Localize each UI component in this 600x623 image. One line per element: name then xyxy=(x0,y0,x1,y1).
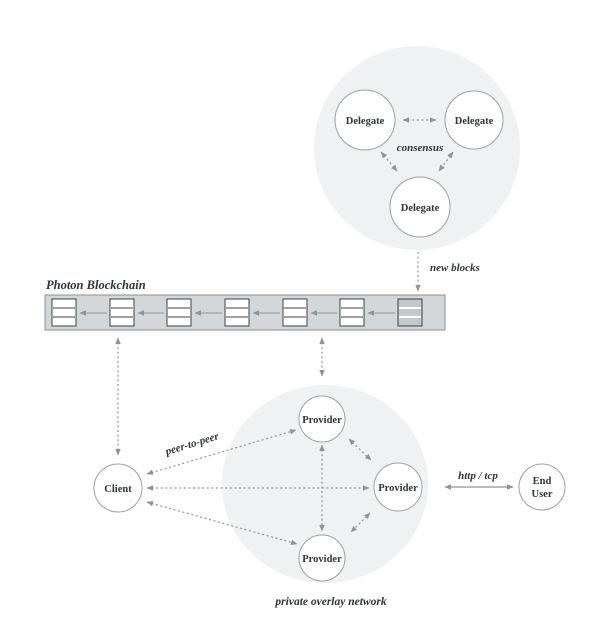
blockchain-title: Photon Blockchain xyxy=(46,278,146,292)
block xyxy=(340,299,364,326)
client-label: Client xyxy=(104,484,132,495)
end-user-label-line1: End xyxy=(532,476,552,487)
end-user-node xyxy=(519,464,565,510)
peer-to-peer-label: peer-to-peer xyxy=(164,430,221,458)
overlay-network-caption: private overlay network xyxy=(275,596,387,608)
block xyxy=(167,299,191,326)
block-newest xyxy=(398,299,422,326)
consensus-label: consensus xyxy=(396,142,444,154)
block xyxy=(225,299,249,326)
end-user-label-line2: User xyxy=(531,489,553,500)
provider-label-top: Provider xyxy=(302,415,342,426)
block xyxy=(52,299,76,326)
delegate-label-left: Delegate xyxy=(345,116,385,127)
delegate-label-right: Delegate xyxy=(454,116,494,127)
block xyxy=(110,299,134,326)
delegate-label-bottom: Delegate xyxy=(400,203,440,214)
new-blocks-label: new blocks xyxy=(430,262,480,274)
provider-label-bottom: Provider xyxy=(302,554,342,565)
block xyxy=(283,299,307,326)
http-tcp-label: http / tcp xyxy=(458,470,498,482)
provider-label-right: Provider xyxy=(378,483,418,494)
